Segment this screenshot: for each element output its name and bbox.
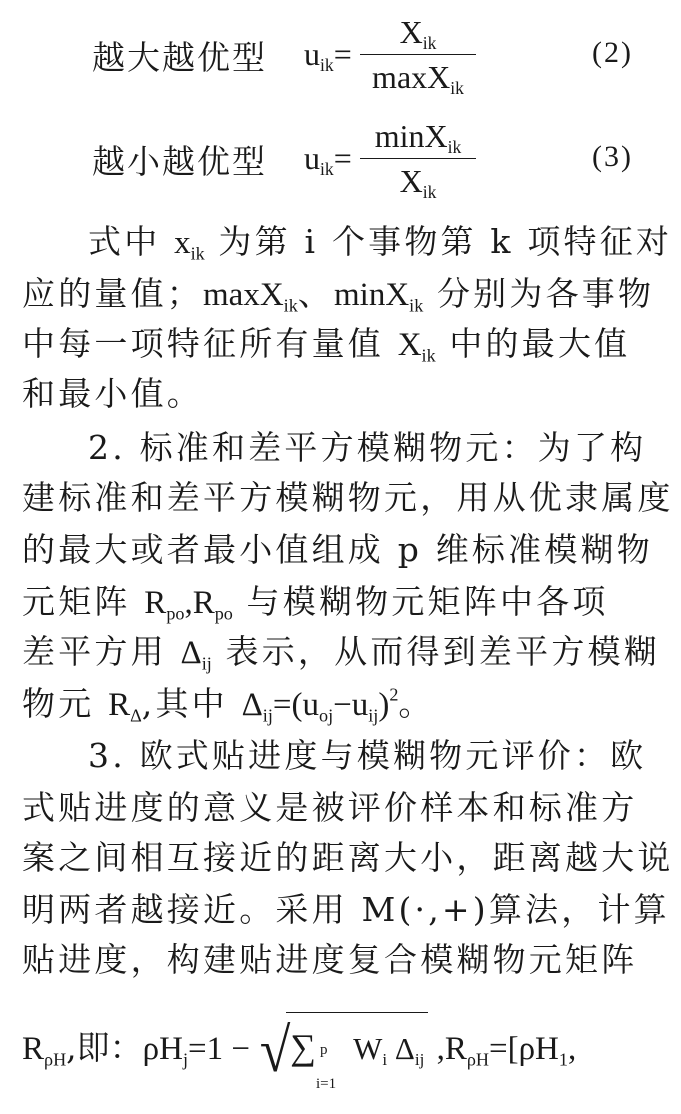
equation-lhs: $u_{ik}=$	[304, 140, 352, 180]
equation-label: 越大越优型	[92, 38, 267, 77]
fraction-numerator: minX$_{ik}$	[374, 118, 462, 158]
fraction-bar	[360, 158, 476, 159]
equation-3	[0, 116, 681, 216]
paragraph-3-line-5: 贴进度，构建贴进度复合模糊物元矩阵	[22, 940, 638, 979]
paragraph-3-line-4: 明两者越接近。采用 M(·,+)算法，计算	[22, 890, 670, 929]
fraction-numerator: $X_{ik}$	[399, 14, 437, 54]
paragraph-3-line-3: 案之间相互接近的距离大小，距离越大说	[22, 838, 674, 877]
equation-number: (2)	[592, 36, 633, 69]
fraction-bar	[360, 54, 476, 55]
paragraph-3-line-2: 式贴进度的意义是被评价样本和标准方	[22, 788, 638, 827]
paragraph-1-line-2: 应的量值；maxX$_{ik}$、minX$_{ik}$ 分别为各事物	[22, 274, 655, 316]
equation-fraction	[356, 116, 480, 201]
paragraph-3-line-6-formula: $R_{\rho H}$,即：$\rho H_j=1$ − √∑ p i=1 $W_i$ $\Delta_{ij}$ $,R_{\rho H}=[\rho H_1$,	[22, 1012, 662, 1072]
equation-label: 越小越优型	[92, 142, 267, 181]
paragraph-2-line-3: 的最大或者最小值组成 p 维标准模糊物	[22, 530, 653, 569]
equation-fraction	[356, 12, 480, 97]
paragraph-2-line-1: 2. 标准和差平方模糊物元：为了构	[88, 428, 647, 467]
paragraph-1-line-3: 中每一项特征所有量值 $X_{ik}$ 中的最大值	[22, 324, 631, 366]
paragraph-2-line-6: 物元 $R_\Delta$,其中 $\Delta_{ij}=(u_{oj}-u_{ij})^2$。	[22, 684, 435, 726]
square-root: √∑ p i=1 $W_i$ $\Delta_{ij}$	[258, 1012, 428, 1079]
equation-2	[0, 10, 681, 110]
paragraph-1-line-1: 式中 $x_{ik}$ 为第 i 个事物第 k 项特征对	[88, 222, 673, 264]
paragraph-2-line-5: 差平方用 $\Delta_{ij}$ 表示，从而得到差平方模糊	[22, 632, 660, 674]
fraction-denominator: $X_{ik}$	[399, 163, 437, 203]
paragraph-1-line-4: 和最小值。	[22, 374, 203, 413]
equation-lhs: $u_{ik}=$	[304, 36, 352, 76]
paragraph-2-line-4: 元矩阵 $R_{po},R_{po}$ 与模糊物元矩阵中各项	[22, 582, 609, 624]
fraction-denominator: maxX$_{ik}$	[372, 59, 464, 99]
paragraph-3-line-1: 3. 欧式贴进度与模糊物元评价：欧	[88, 736, 647, 775]
paragraph-2-line-2: 建标准和差平方模糊物元，用从优隶属度	[22, 478, 674, 517]
equation-number: (3)	[592, 140, 633, 173]
